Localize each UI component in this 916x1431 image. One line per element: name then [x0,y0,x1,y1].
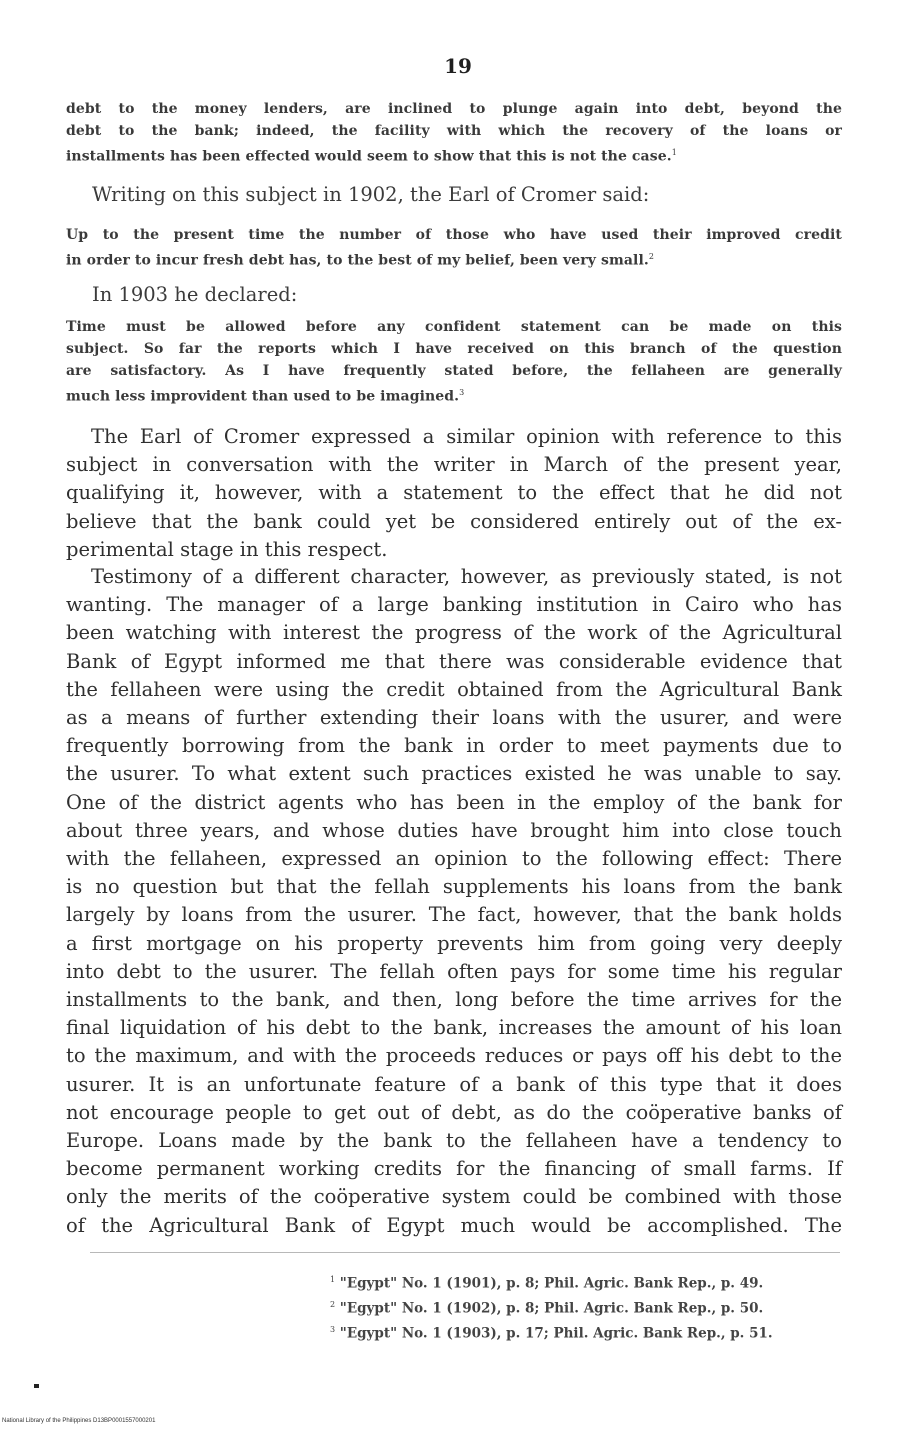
paragraph-line: a first mortgage on his property prevents him from going very deeply [66,931,842,955]
paragraph-line: about three years, and whose duties have brought him into close touch [66,818,842,842]
paragraph-line: to the maximum, and with the proceeds reduces or pays off his debt to the [66,1044,842,1068]
footnote-text: "Egypt" No. 1 (1902), p. 8; Phil. Agric. Bank Rep., p. 50. [339,1300,764,1317]
footnote-mark: 2 [648,252,655,261]
paragraph-line: The Earl of Cromer expressed a similar opinion with reference to this [91,425,842,448]
paragraph-line: not encourage people to get out of debt, as do the coöperative banks of [66,1100,842,1124]
quote-1-line: debt to the money lenders, are inclined to plunge again into debt, beyond the [66,101,842,117]
quote-3-line: are satisfactory. As I have frequently stated before, the fellaheen are generally [66,363,842,379]
quote-3-line: subject. So far the reports which I have received on this branch of the question [66,341,842,357]
paragraph-cromer-opinion [66,423,842,564]
paragraph-line: believe that the bank could yet be considered entirely out of the ex- [66,509,842,533]
paragraph-line: Bank of Egypt informed me that there was considerable evidence that [66,649,842,673]
paragraph-line: into debt to the usurer. The fellah often pays for some time his regular [66,959,842,983]
quote-1 [66,98,842,168]
paragraph-line: subject in conversation with the writer in March of the present year, [66,453,842,477]
paragraph-line: the fellaheen were using the credit obtained from the Agricultural Bank [66,677,842,701]
intro-1902: Writing on this subject in 1902, the Earl of Cromer said: [92,183,650,206]
quote-2 [66,224,842,272]
paragraph-line: largely by loans from the usurer. The fact, however, that the bank holds [66,903,842,927]
footnote-2 [330,1293,763,1321]
footnote-1 [330,1268,763,1296]
footnote-mark: 2 [330,1300,336,1309]
paragraph-line: been watching with interest the progress of the work of the Agricultural [66,621,842,645]
paragraph-line: final liquidation of his debt to the bank, increases the amount of his loan [66,1016,842,1040]
paragraph-line: is no question but that the fellah supplements his loans from the bank [66,875,842,899]
paragraph-line: perimental stage in this respect. [66,537,388,561]
paragraph-line: qualifying it, however, with a statement to the effect that he did not [66,481,842,505]
paragraph-line: become permanent working credits for the financing of small farms. If [66,1157,842,1181]
paragraph-testimony [66,563,842,1240]
paragraph-line: wanting. The manager of a large banking institution in Cairo who has [66,593,842,617]
footnote-3 [330,1318,773,1346]
footnote-divider [90,1252,840,1253]
paragraph-line: frequently borrowing from the bank in order to meet payments due to [66,734,842,758]
footnote-text: "Egypt" No. 1 (1903), p. 17; Phil. Agric. Bank Rep., p. 51. [339,1325,773,1342]
quote-1-line: debt to the bank; indeed, the facility with which the recovery of the loans or [66,123,842,139]
paragraph-line: Testimony of a different character, however, as previously stated, is not [91,565,842,588]
footnote-text: "Egypt" No. 1 (1901), p. 8; Phil. Agric. Bank Rep., p. 49. [339,1275,764,1292]
paragraph-line: with the fellaheen, expressed an opinion to the following effect: There [66,847,842,871]
footnote-mark: 1 [671,148,677,157]
footnote-mark: 3 [330,1325,336,1334]
quote-3-line: Time must be allowed before any confident statement can be made on this [66,319,842,335]
paragraph-line: of the Agricultural Bank of Egypt much would be accomplished. The [66,1213,842,1237]
paragraph-line: One of the district agents who has been in the employ of the bank for [66,790,842,814]
quote-2-line: Up to the present time the number of those who have used their improved credit [66,227,842,243]
paragraph-line: the usurer. To what extent such practices existed he was unable to say. [66,762,842,786]
footnote-mark: 3 [459,388,465,397]
paragraph-line: usurer. It is an unfortunate feature of a bank of this type that it does [66,1072,842,1096]
page-number: 19 [444,54,472,78]
paragraph-line: as a means of further extending their loans with the usurer, and were [66,706,842,730]
paragraph-line: Europe. Loans made by the bank to the fellaheen have a tendency to [66,1129,842,1153]
quote-3 [66,316,842,408]
quote-2-line: in order to incur fresh debt has, to the best of my belief, been very small.$^2$ [66,252,655,269]
quote-3-line: much less improvident than used to be imagined.$^3$ [66,388,465,405]
footnote-mark: 1 [330,1275,336,1284]
scan-speck [34,1384,39,1388]
paragraph-line: only the merits of the coöperative system could be combined with those [66,1185,842,1209]
intro-1903: In 1903 he declared: [92,283,298,306]
quote-1-line: installments has been effected would seem to show that this is not the case.$^1$ [66,148,677,165]
paragraph-line: installments to the bank, and then, long before the time arrives for the [66,988,842,1012]
library-attribution: National Library of the Philippines D13BP0001557000201 [2,1418,156,1424]
